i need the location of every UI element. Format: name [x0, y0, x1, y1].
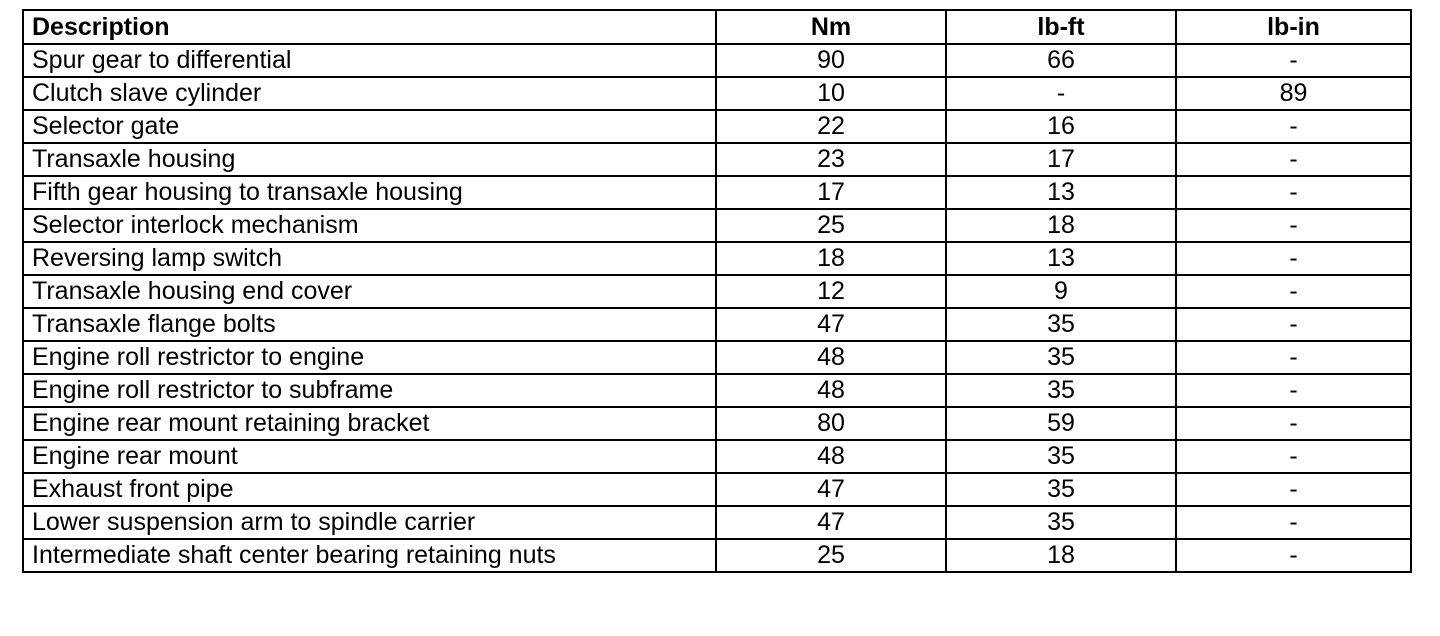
cell-description: Engine rear mount	[23, 440, 716, 473]
table-row	[23, 341, 1411, 374]
cell-description: Transaxle flange bolts	[23, 308, 716, 341]
cell-lbft: -	[946, 77, 1176, 110]
cell-description: Clutch slave cylinder	[23, 77, 716, 110]
cell-lbin: 89	[1176, 77, 1411, 110]
cell-lbin: -	[1176, 44, 1411, 77]
table-row	[23, 176, 1411, 209]
cell-lbin: -	[1176, 341, 1411, 374]
cell-lbft: 35	[946, 440, 1176, 473]
cell-lbin: -	[1176, 506, 1411, 539]
table-body	[23, 44, 1411, 572]
cell-description: Lower suspension arm to spindle carrier	[23, 506, 716, 539]
cell-lbft: 9	[946, 275, 1176, 308]
table-row	[23, 143, 1411, 176]
table-row	[23, 110, 1411, 143]
cell-lbin: -	[1176, 407, 1411, 440]
table-row	[23, 374, 1411, 407]
cell-description: Exhaust front pipe	[23, 473, 716, 506]
cell-nm: 47	[716, 308, 946, 341]
cell-nm: 18	[716, 242, 946, 275]
cell-lbft: 35	[946, 506, 1176, 539]
cell-description: Selector interlock mechanism	[23, 209, 716, 242]
cell-lbft: 18	[946, 539, 1176, 572]
torque-spec-table	[22, 9, 1412, 573]
cell-description: Fifth gear housing to transaxle housing	[23, 176, 716, 209]
cell-nm: 25	[716, 209, 946, 242]
table-row	[23, 473, 1411, 506]
cell-description: Reversing lamp switch	[23, 242, 716, 275]
table-row	[23, 407, 1411, 440]
cell-nm: 48	[716, 341, 946, 374]
cell-nm: 23	[716, 143, 946, 176]
table-row	[23, 209, 1411, 242]
cell-lbin: -	[1176, 473, 1411, 506]
table-row	[23, 44, 1411, 77]
cell-nm: 12	[716, 275, 946, 308]
cell-description: Transaxle housing end cover	[23, 275, 716, 308]
cell-lbft: 35	[946, 473, 1176, 506]
cell-lbin: -	[1176, 308, 1411, 341]
table-row	[23, 308, 1411, 341]
cell-lbin: -	[1176, 143, 1411, 176]
cell-lbft: 66	[946, 44, 1176, 77]
cell-lbin: -	[1176, 539, 1411, 572]
cell-nm: 90	[716, 44, 946, 77]
cell-lbin: -	[1176, 242, 1411, 275]
cell-lbft: 35	[946, 341, 1176, 374]
cell-lbft: 18	[946, 209, 1176, 242]
table-row	[23, 506, 1411, 539]
table-row	[23, 242, 1411, 275]
cell-lbin: -	[1176, 176, 1411, 209]
cell-nm: 47	[716, 473, 946, 506]
cell-nm: 47	[716, 506, 946, 539]
cell-description: Transaxle housing	[23, 143, 716, 176]
cell-lbin: -	[1176, 110, 1411, 143]
table-row	[23, 275, 1411, 308]
cell-lbin: -	[1176, 440, 1411, 473]
cell-nm: 80	[716, 407, 946, 440]
cell-nm: 22	[716, 110, 946, 143]
cell-lbin: -	[1176, 275, 1411, 308]
cell-nm: 48	[716, 374, 946, 407]
header-lbft: lb-ft	[946, 10, 1176, 44]
cell-lbft: 13	[946, 242, 1176, 275]
cell-nm: 17	[716, 176, 946, 209]
cell-lbft: 16	[946, 110, 1176, 143]
cell-nm: 48	[716, 440, 946, 473]
table-row	[23, 539, 1411, 572]
table-row	[23, 440, 1411, 473]
header-description: Description	[23, 10, 716, 44]
cell-description: Intermediate shaft center bearing retaining nuts	[23, 539, 716, 572]
cell-description: Engine roll restrictor to subframe	[23, 374, 716, 407]
cell-lbin: -	[1176, 209, 1411, 242]
cell-nm: 10	[716, 77, 946, 110]
cell-description: Engine roll restrictor to engine	[23, 341, 716, 374]
header-row	[23, 10, 1411, 44]
cell-lbft: 35	[946, 374, 1176, 407]
cell-description: Selector gate	[23, 110, 716, 143]
cell-lbft: 59	[946, 407, 1176, 440]
cell-description: Spur gear to differential	[23, 44, 716, 77]
header-nm: Nm	[716, 10, 946, 44]
cell-lbft: 17	[946, 143, 1176, 176]
cell-lbft: 35	[946, 308, 1176, 341]
table-row	[23, 77, 1411, 110]
header-lbin: lb-in	[1176, 10, 1411, 44]
cell-nm: 25	[716, 539, 946, 572]
cell-lbin: -	[1176, 374, 1411, 407]
cell-lbft: 13	[946, 176, 1176, 209]
cell-description: Engine rear mount retaining bracket	[23, 407, 716, 440]
